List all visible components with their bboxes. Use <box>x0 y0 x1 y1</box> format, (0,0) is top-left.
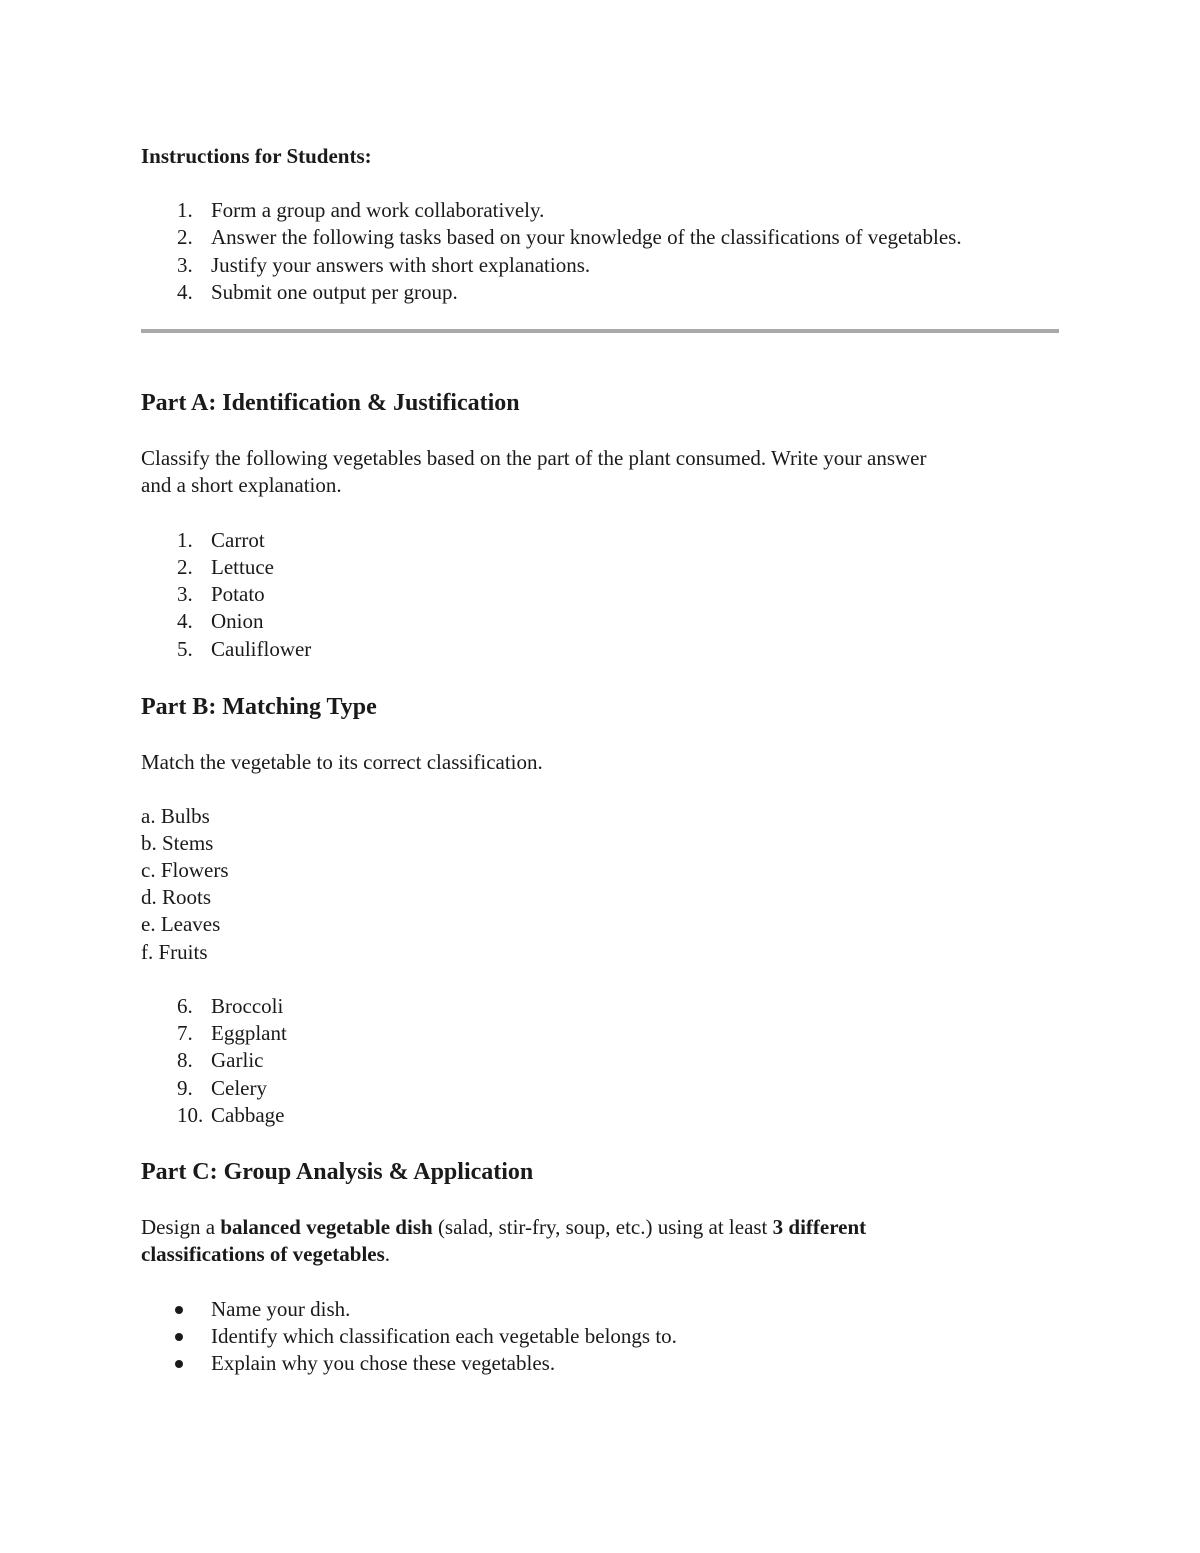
part-c-emphasis: classifications of vegetables <box>141 1242 385 1266</box>
instructions-title: Instructions for Students: <box>141 144 372 168</box>
part-c-emphasis: 3 different <box>772 1215 867 1239</box>
part-a-heading: Part A: Identification & Justification <box>141 390 520 416</box>
part-a-item: Lettuce <box>211 555 274 579</box>
part-b-item: Garlic <box>211 1048 264 1072</box>
part-b-heading: Part B: Matching Type <box>141 694 377 720</box>
part-c-task: Name your dish. <box>211 1297 351 1321</box>
part-b-item: Eggplant <box>211 1021 287 1045</box>
list-number: 9. <box>177 1076 193 1100</box>
part-c-heading: Part C: Group Analysis & Application <box>141 1159 534 1185</box>
part-a-item: Cauliflower <box>211 637 312 661</box>
part-c-prompt-text: (salad, stir-fry, soup, etc.) using at least <box>432 1215 773 1239</box>
classification-choice: c. Flowers <box>141 858 229 882</box>
instruction-step: Justify your answers with short explanations. <box>211 253 591 277</box>
part-b-item: Broccoli <box>211 994 284 1018</box>
list-number: 1. <box>177 528 193 552</box>
part-c-prompt <box>141 1214 866 1241</box>
part-c-task: Identify which classification each vegetable belongs to. <box>211 1324 677 1348</box>
list-number: 1. <box>177 198 193 222</box>
horizontal-divider <box>141 329 1059 333</box>
list-number: 5. <box>177 637 193 661</box>
classification-choice: b. Stems <box>141 831 214 855</box>
part-a-item: Carrot <box>211 528 265 552</box>
part-c-task: Explain why you chose these vegetables. <box>211 1351 556 1375</box>
part-a-prompt-continued: and a short explanation. <box>141 473 342 497</box>
part-c-prompt-text: . <box>384 1242 391 1266</box>
classification-choice: e. Leaves <box>141 912 221 936</box>
instruction-step: Answer the following tasks based on your knowledge of the classifications of vegetables. <box>211 225 962 249</box>
list-number: 8. <box>177 1048 193 1072</box>
part-c-emphasis: balanced vegetable dish <box>220 1215 433 1239</box>
list-number: 7. <box>177 1021 193 1045</box>
part-a-prompt: Classify the following vegetables based on the part of the plant consumed. Write your answer <box>141 446 927 470</box>
classification-choice: a. Bulbs <box>141 804 210 828</box>
classification-choice: f. Fruits <box>141 940 208 964</box>
part-b-prompt: Match the vegetable to its correct classification. <box>141 750 543 774</box>
list-number: 3. <box>177 582 193 606</box>
classification-choice: d. Roots <box>141 885 212 909</box>
bullet-icon <box>175 1333 183 1341</box>
list-number: 4. <box>177 280 193 304</box>
bullet-icon <box>175 1306 183 1314</box>
part-c-prompt-continued <box>141 1241 390 1268</box>
list-number: 2. <box>177 225 193 249</box>
list-number: 2. <box>177 555 193 579</box>
list-number: 4. <box>177 609 193 633</box>
part-a-item: Onion <box>211 609 264 633</box>
bullet-icon <box>175 1360 183 1368</box>
list-number: 3. <box>177 253 193 277</box>
part-c-prompt-text: Design a <box>141 1215 221 1239</box>
part-b-item: Cabbage <box>211 1103 285 1127</box>
part-b-item: Celery <box>211 1076 267 1100</box>
instruction-step: Form a group and work collaboratively. <box>211 198 545 222</box>
list-number: 10. <box>177 1103 204 1127</box>
instruction-step: Submit one output per group. <box>211 280 458 304</box>
list-number: 6. <box>177 994 193 1018</box>
part-a-item: Potato <box>211 582 265 606</box>
